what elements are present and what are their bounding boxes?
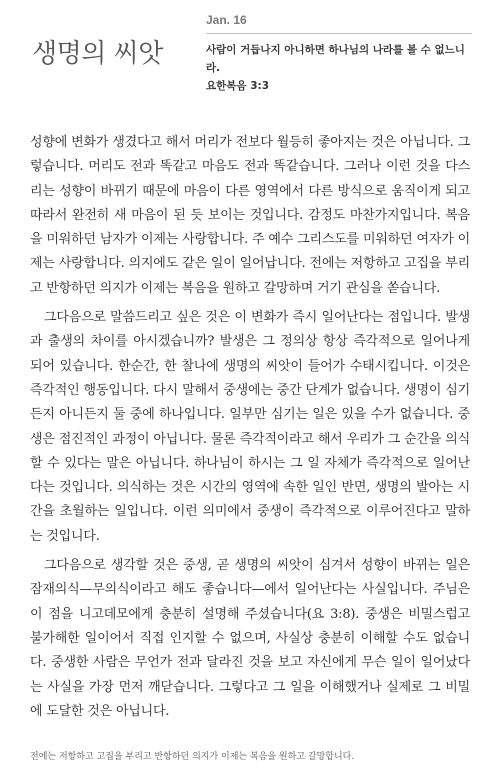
scripture-verse [206,41,472,95]
verse-reference: 요한복음 3:3 [206,80,270,92]
paragraph-3: 그다음으로 생각할 것은 중생, 곧 생명의 씨앗이 심겨서 성향이 바뀌는 일은 잠재의식—무의식이라고 해도 좋습니다—에서 일어난다는 사실입니다. 주님은 이 점을 니고데모에게 충분히 설명해 주셨습니다(요 3:8). 중생은 비밀스럽고 불가해한 일이어서 직접 인지할 수 없으며, 사실상 충분히 이해할 수도 없습니다. 중생한 사람은 무언가 전과 달라진 것을 보고 자신에게 무슨 일이 일어났다는 사실을 가장 먼저 깨닫습니다. 그렇다고 그 일을 이해했거나 실제로 그 비밀에 도달한 것은 아닙니다. [30,558,470,719]
entry-date: Jan. 16 [206,13,247,27]
body-text [30,131,470,729]
verse-text: 사람이 거듭나지 아니하면 하나님의 나라를 볼 수 없느니라. [206,44,465,74]
paragraph-2: 그다음으로 말씀드리고 싶은 것은 이 변화가 즉시 일어난다는 점입니다. 발생과 출생의 차이를 아시겠습니까? 발생은 그 정의상 항상 즉각적으로 일어나게 되어 있습니다. 한순간, 한 찰나에 생명의 씨앗이 들어가 수태시킵니다. 이것은 즉각적인 행동입니다. 다시 말해서 중생에는 중간 단계가 없습니다. 생명이 심기든지 아니든지 둘 중에 하나입니다. 일부만 심기는 일은 있을 수가 없습니다. 중생은 점진적인 과정이 아닙니다. 물론 즉각적이라고 해서 우리가 그 순간을 의식할 수 있다는 말은 아닙니다. 하나님이 하시는 그 일 자체가 즉각적으로 일어난다는 것입니다. 의식하는 것은 시간의 영역에 속한 일인 반면, 생명의 발아는 시간을 초월하는 일입니다. 이런 의미에서 중생이 즉각적으로 이루어진다고 말하는 것입니다. [30,310,470,544]
paragraph-1: 성향에 변화가 생겼다고 해서 머리가 전보다 월등히 좋아지는 것은 아닙니다. 그렇습니다. 머리도 전과 똑같고 마음도 전과 똑같습니다. 그러나 이런 것을 다스리는 성향이 바뀌기 때문에 마음이 다른 영역에서 다른 방식으로 움직이게 되고 따라서 완전히 새 마음이 된 듯 보이는 것입니다. 감정도 마찬가지입니다. 복음을 미워하던 남자가 이제는 사랑합니다. 주 예수 그리스도를 미워하던 여자가 이제는 사랑합니다. 의지에도 같은 일이 일어납니다. 전에는 저항하고 고집을 부리고 반항하던 의지가 이제는 복음을 원하고 갈망하며 거기 관심을 쏟습니다. [30,135,470,296]
header-divider [206,33,472,34]
pull-quote: 전에는 저항하고 고집을 부리고 반항하던 의지가 이제는 복음을 원하고 갈망합니다. [30,752,355,762]
page-title: 생명의 씨앗 [32,39,163,69]
